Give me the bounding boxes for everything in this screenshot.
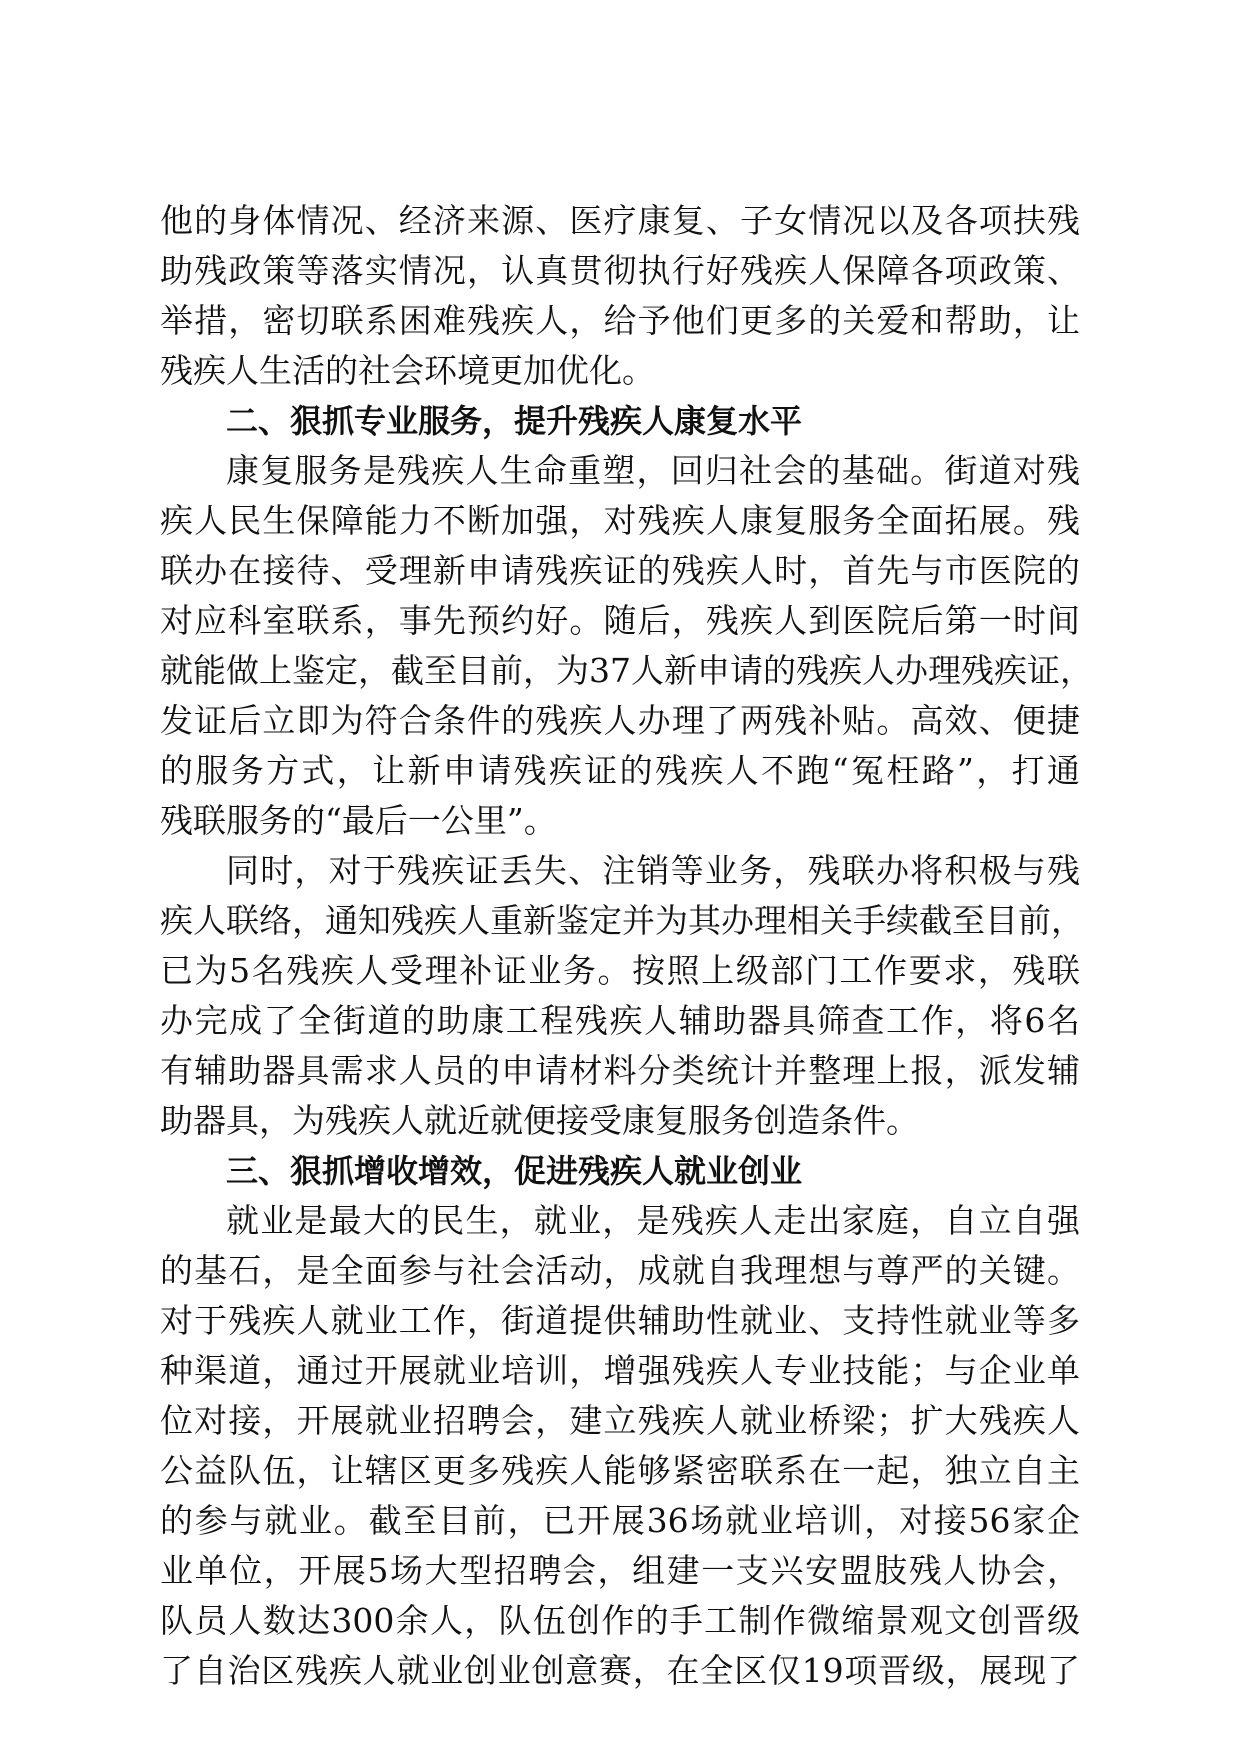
text-line: 对于残疾人就业工作，街道提供辅助性就业、支持性就业等多 [160,1301,1080,1340]
text-line: 位对接，开展就业招聘会，建立残疾人就业桥梁；扩大残疾人 [160,1401,1080,1440]
text-line: 的基石，是全面参与社会活动，成就自我理想与尊严的关键。 [160,1251,1080,1290]
text-line: 疾人民生保障能力不断加强，对残疾人康复服务全面拓展。残 [160,501,1080,540]
text-line: 助残政策等落实情况，认真贯彻执行好残疾人保障各项政策、 [160,251,1080,290]
text-line: 了自治区残疾人就业创业创意赛，在全区仅19项晋级，展现了 [160,1651,1080,1690]
text-line: 疾人联络，通知残疾人重新鉴定并为其办理相关手续截至目前， [160,901,1084,940]
text-line: 办完成了全街道的助康工程残疾人辅助器具筛查工作，将6名 [160,1001,1080,1040]
text-line: 有辅助器具需求人员的申请材料分类统计并整理上报，派发辅 [160,1051,1080,1090]
section-heading: 二、狠抓专业服务，提升残疾人康复水平 [226,402,803,440]
text-line: 公益队伍，让辖区更多残疾人能够紧密联系在一起，独立自主 [160,1451,1080,1490]
text-line: 举措，密切联系困难残疾人，给予他们更多的关爱和帮助，让 [160,301,1080,340]
text-line: 种渠道，通过开展就业培训，增强残疾人专业技能；与企业单 [160,1351,1080,1390]
section-heading: 三、狠抓增收增效，促进残疾人就业创业 [226,1152,803,1190]
text-line: 已为5名残疾人受理补证业务。按照上级部门工作要求，残联 [160,951,1080,990]
text-line: 业单位，开展5场大型招聘会，组建一支兴安盟肢残人协会， [160,1551,1080,1590]
text-line: 残联服务的“最后一公里”。 [160,801,557,840]
text-line: 他的身体情况、经济来源、医疗康复、子女情况以及各项扶残 [160,201,1080,240]
text-line: 就能做上鉴定，截至目前，为37人新申请的残疾人办理残疾证， [160,651,1093,690]
text-line: 发证后立即为符合条件的残疾人办理了两残补贴。高效、便捷 [160,701,1080,740]
text-line: 联办在接待、受理新申请残疾证的残疾人时，首先与市医院的 [160,551,1080,590]
text-line: 同时，对于残疾证丢失、注销等业务，残联办将积极与残 [226,851,1080,890]
text-line: 就业是最大的民生，就业，是残疾人走出家庭，自立自强 [226,1201,1080,1240]
text-line: 对应科室联系，事先预约好。随后，残疾人到医院后第一时间 [160,601,1080,640]
text-line: 的服务方式，让新申请残疾证的残疾人不跑“冤枉路”，打通 [160,751,1080,790]
text-line: 康复服务是残疾人生命重塑，回归社会的基础。街道对残 [226,451,1080,490]
text-line: 队员人数达300余人，队伍创作的手工制作微缩景观文创晋级 [160,1601,1080,1640]
text-line: 助器具，为残疾人就近就便接受康复服务创造条件。 [160,1101,919,1140]
text-line: 残疾人生活的社会环境更加优化。 [160,351,655,390]
text-line: 的参与就业。截至目前，已开展36场就业培训，对接56家企 [160,1501,1080,1540]
